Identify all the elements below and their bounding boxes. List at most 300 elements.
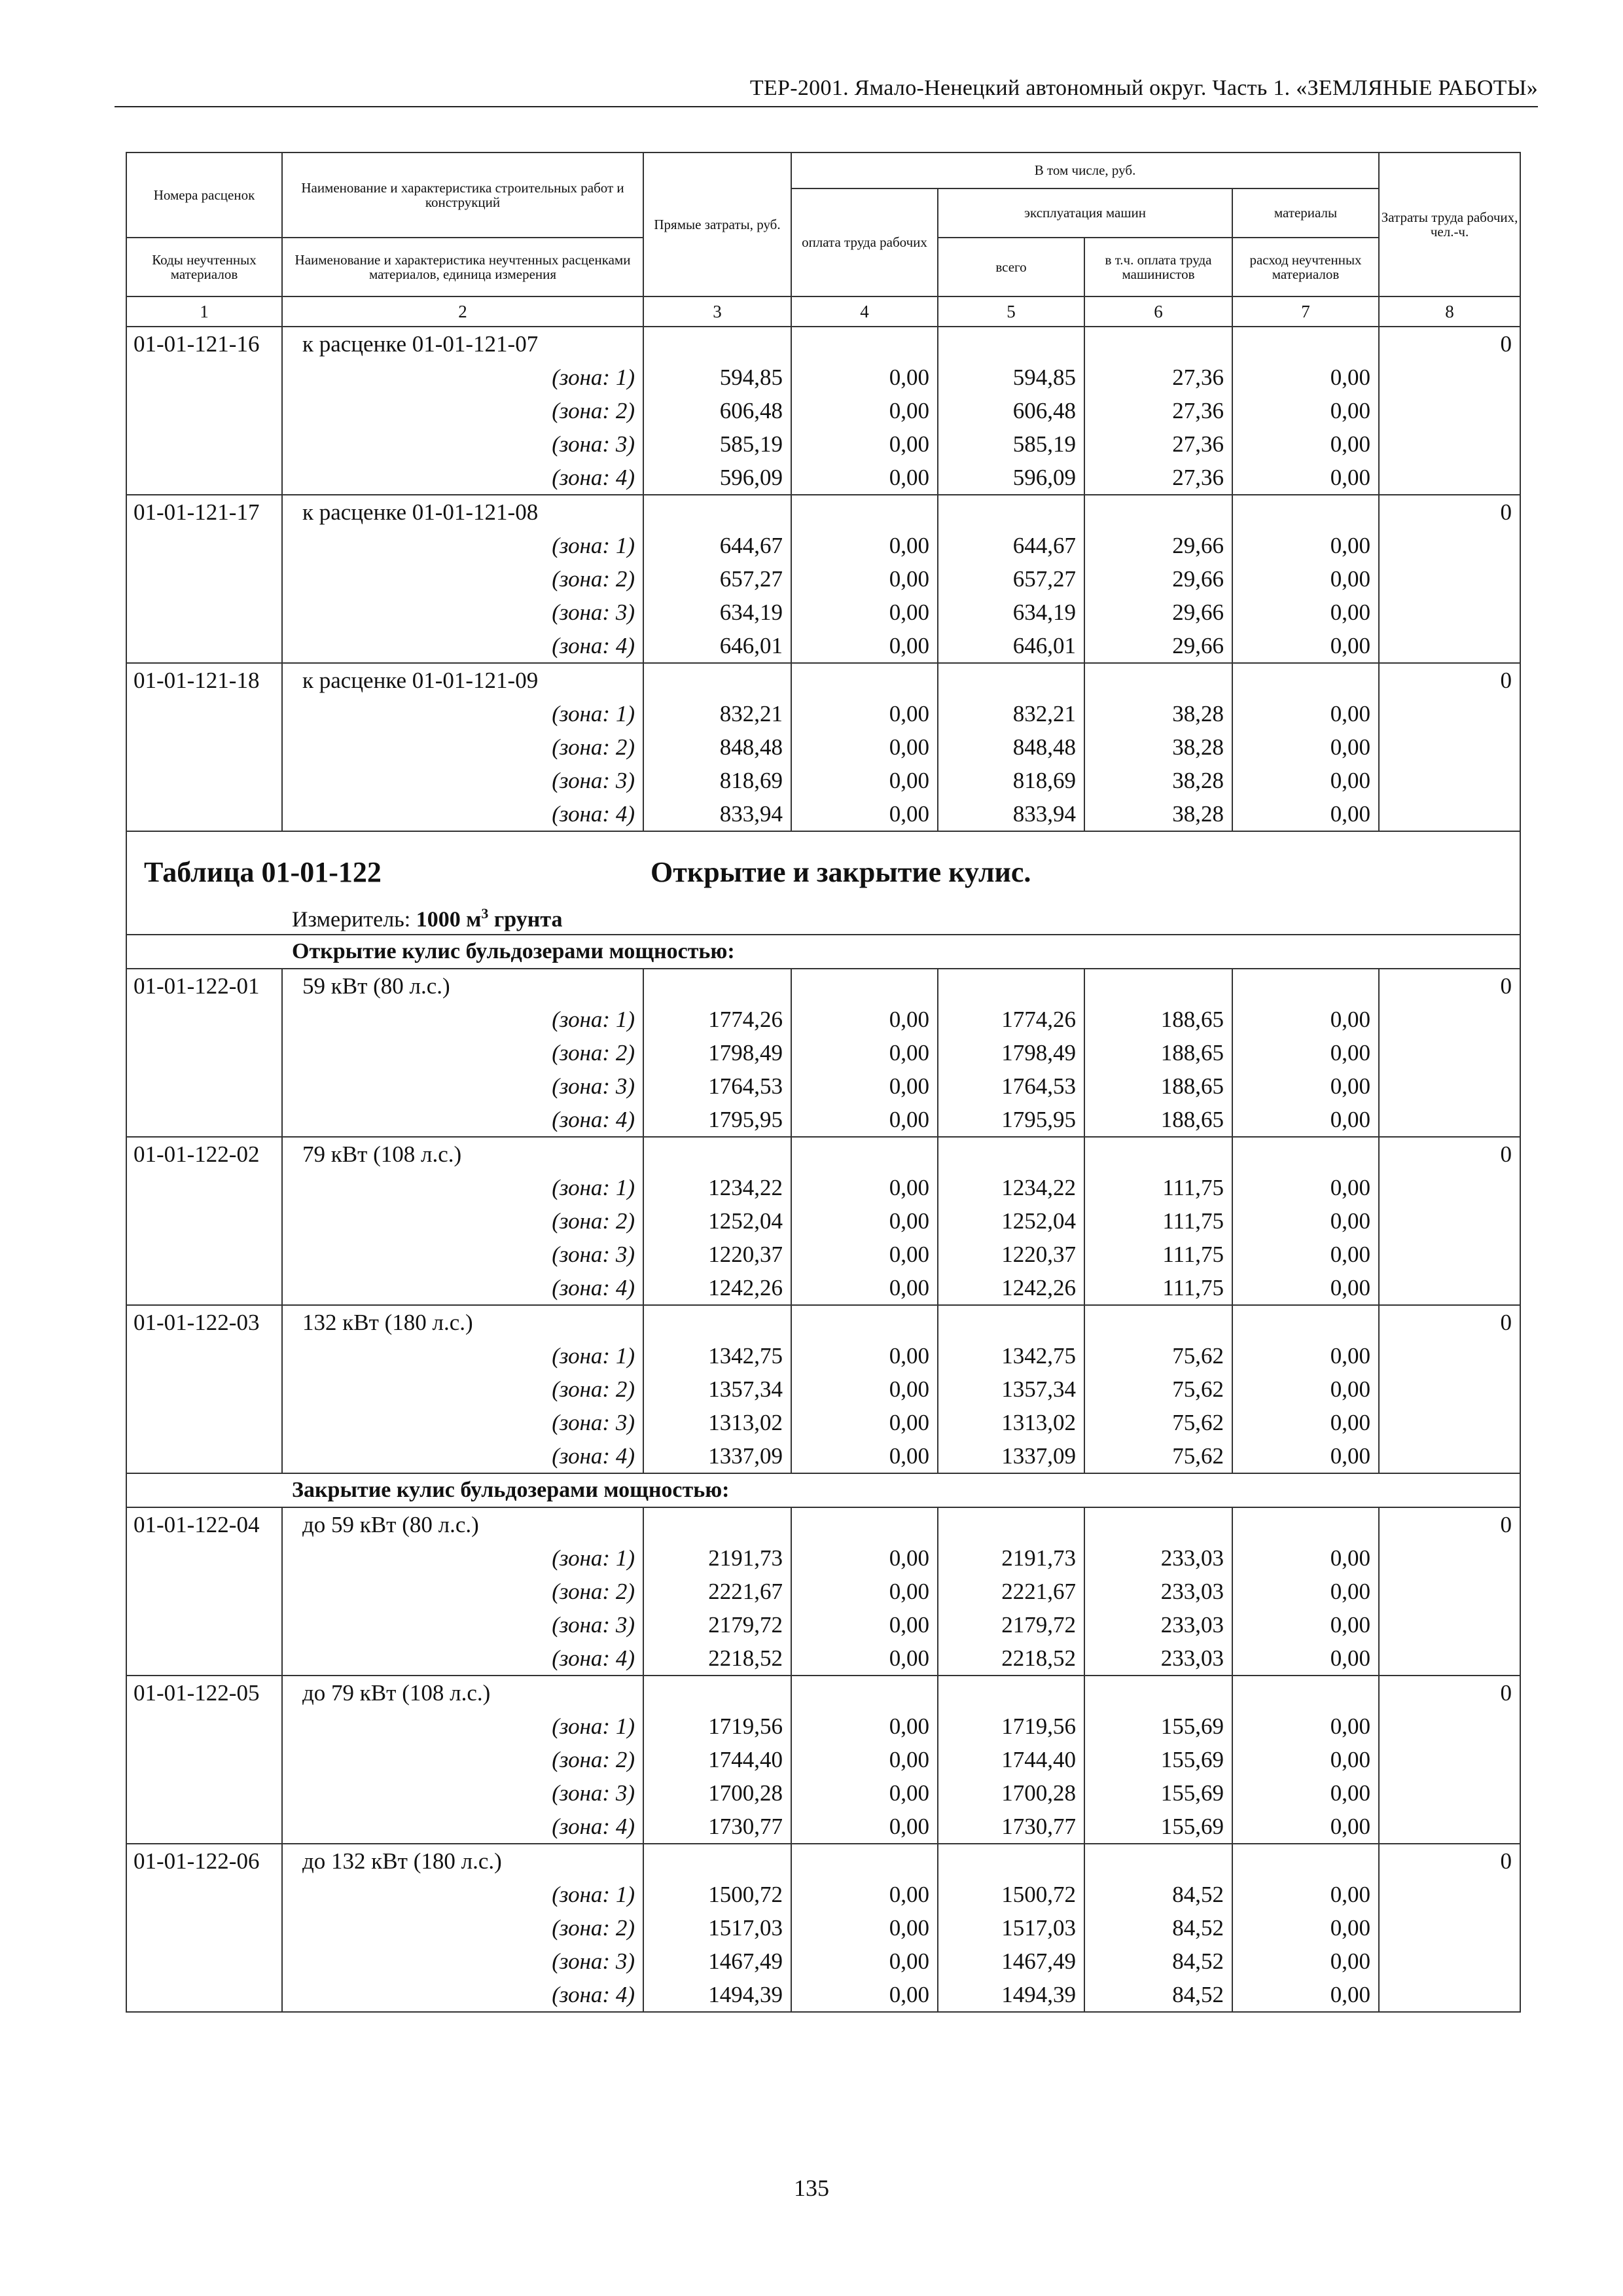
- worker-wages: 0,00: [791, 1608, 938, 1641]
- empty-cell: [1232, 1137, 1379, 1171]
- materials-cost: 0,00: [1232, 1810, 1379, 1844]
- direct-cost: 1252,04: [643, 1204, 791, 1238]
- machinist-wages: 75,62: [1084, 1439, 1232, 1473]
- empty-cell: [1232, 1844, 1379, 1878]
- empty-cell: [1232, 1305, 1379, 1339]
- machine-total: 2179,72: [938, 1608, 1084, 1641]
- col3-header: Прямые затраты, руб.: [643, 152, 791, 296]
- direct-cost: 1730,77: [643, 1810, 791, 1844]
- empty-cell: [1379, 1339, 1520, 1372]
- empty-cell: [1379, 1171, 1520, 1204]
- empty-cell: [643, 1676, 791, 1710]
- measure-unit: грунта: [493, 907, 563, 932]
- rate-name: до 132 кВт (180 л.с.): [282, 1844, 643, 1878]
- section-open-heading: Открытие кулис бульдозерами мощностью:: [292, 939, 735, 963]
- materials-cost: 0,00: [1232, 1238, 1379, 1271]
- rate-group-header: [126, 495, 1520, 529]
- worker-wages: 0,00: [791, 797, 938, 831]
- zone-row: [126, 1238, 1520, 1271]
- empty-cell: [938, 1844, 1084, 1878]
- machine-total: 832,21: [938, 697, 1084, 730]
- empty-cell: [126, 596, 282, 629]
- empty-cell: [126, 1575, 282, 1608]
- worker-wages: 0,00: [791, 1743, 938, 1776]
- empty-cell: [1379, 1372, 1520, 1406]
- machinist-wages: 111,75: [1084, 1238, 1232, 1271]
- zone-row: [126, 1743, 1520, 1776]
- empty-cell: [1379, 1710, 1520, 1743]
- zone-row: [126, 1171, 1520, 1204]
- empty-cell: [1084, 1676, 1232, 1710]
- column-number: 2: [282, 296, 643, 327]
- zone-label: (зона: 4): [282, 1641, 643, 1676]
- table-122-heading: [126, 831, 1520, 969]
- materials-cost: 0,00: [1232, 529, 1379, 562]
- zone-row: [126, 1978, 1520, 2012]
- labor-cost: 0: [1379, 1305, 1520, 1339]
- zone-row: [126, 562, 1520, 596]
- column-number: 4: [791, 296, 938, 327]
- zone-label: (зона: 1): [282, 1541, 643, 1575]
- column-number-row: [126, 296, 1520, 327]
- empty-cell: [1379, 1810, 1520, 1844]
- worker-wages: 0,00: [791, 427, 938, 461]
- empty-cell: [126, 1641, 282, 1676]
- machinist-wages: 84,52: [1084, 1945, 1232, 1978]
- empty-cell: [1232, 969, 1379, 1003]
- empty-cell: [126, 1439, 282, 1473]
- direct-cost: 1494,39: [643, 1978, 791, 2012]
- empty-cell: [1379, 1978, 1520, 2012]
- empty-cell: [791, 1305, 938, 1339]
- worker-wages: 0,00: [791, 730, 938, 764]
- empty-cell: [126, 1978, 282, 2012]
- rate-code: 01-01-121-18: [126, 663, 282, 697]
- machine-total: 1700,28: [938, 1776, 1084, 1810]
- col5-header: всего: [938, 238, 1084, 296]
- machine-total: 596,09: [938, 461, 1084, 495]
- machine-total: 1764,53: [938, 1069, 1084, 1103]
- rate-name: к расценке 01-01-121-09: [282, 663, 643, 697]
- rate-name: 79 кВт (108 л.с.): [282, 1137, 643, 1171]
- measure-line: [127, 905, 1520, 932]
- empty-cell: [1084, 1305, 1232, 1339]
- empty-cell: [126, 1945, 282, 1978]
- materials-cost: 0,00: [1232, 1710, 1379, 1743]
- machinist-wages: 38,28: [1084, 764, 1232, 797]
- column-number: 7: [1232, 296, 1379, 327]
- worker-wages: 0,00: [791, 629, 938, 663]
- direct-cost: 818,69: [643, 764, 791, 797]
- worker-wages: 0,00: [791, 1003, 938, 1036]
- column-number: 5: [938, 296, 1084, 327]
- empty-cell: [126, 1036, 282, 1069]
- machine-total: 1500,72: [938, 1878, 1084, 1911]
- machine-total: 2221,67: [938, 1575, 1084, 1608]
- empty-cell: [126, 1776, 282, 1810]
- labor-cost: 0: [1379, 663, 1520, 697]
- machine-total: 594,85: [938, 361, 1084, 394]
- worker-wages: 0,00: [791, 529, 938, 562]
- direct-cost: 657,27: [643, 562, 791, 596]
- zone-label: (зона: 3): [282, 427, 643, 461]
- empty-cell: [1232, 495, 1379, 529]
- zone-row: [126, 394, 1520, 427]
- empty-cell: [1379, 562, 1520, 596]
- zone-label: (зона: 3): [282, 1069, 643, 1103]
- machinist-wages: 155,69: [1084, 1810, 1232, 1844]
- empty-cell: [1379, 394, 1520, 427]
- machine-total: 644,67: [938, 529, 1084, 562]
- zone-row: [126, 461, 1520, 495]
- worker-wages: 0,00: [791, 1271, 938, 1305]
- worker-wages: 0,00: [791, 1641, 938, 1676]
- empty-cell: [643, 495, 791, 529]
- rate-name: 59 кВт (80 л.с.): [282, 969, 643, 1003]
- empty-cell: [643, 327, 791, 361]
- materials-cost: 0,00: [1232, 1575, 1379, 1608]
- machinist-wages: 111,75: [1084, 1204, 1232, 1238]
- zone-label: (зона: 2): [282, 1372, 643, 1406]
- machinist-wages: 38,28: [1084, 797, 1232, 831]
- direct-cost: 1795,95: [643, 1103, 791, 1137]
- machinist-wages: 27,36: [1084, 394, 1232, 427]
- column-number: 8: [1379, 296, 1520, 327]
- materials-cost: 0,00: [1232, 1439, 1379, 1473]
- worker-wages: 0,00: [791, 1171, 938, 1204]
- rate-name: к расценке 01-01-121-07: [282, 327, 643, 361]
- materials-cost: 0,00: [1232, 1003, 1379, 1036]
- worker-wages: 0,00: [791, 1204, 938, 1238]
- machinist-wages: 29,66: [1084, 529, 1232, 562]
- zone-label: (зона: 3): [282, 1608, 643, 1641]
- empty-cell: [126, 1003, 282, 1036]
- empty-cell: [1232, 1676, 1379, 1710]
- col1-header-top: Номера расценок: [126, 152, 282, 238]
- empty-cell: [1084, 1137, 1232, 1171]
- empty-cell: [791, 1844, 938, 1878]
- worker-wages: 0,00: [791, 1339, 938, 1372]
- empty-cell: [1379, 596, 1520, 629]
- empty-cell: [1379, 461, 1520, 495]
- worker-wages: 0,00: [791, 1911, 938, 1945]
- materials-cost: 0,00: [1232, 1103, 1379, 1137]
- machinist-wages: 155,69: [1084, 1710, 1232, 1743]
- empty-cell: [1379, 797, 1520, 831]
- zone-label: (зона: 3): [282, 764, 643, 797]
- empty-cell: [126, 1406, 282, 1439]
- zone-label: (зона: 1): [282, 1710, 643, 1743]
- empty-cell: [1084, 969, 1232, 1003]
- machinist-wages: 111,75: [1084, 1271, 1232, 1305]
- zone-label: (зона: 1): [282, 697, 643, 730]
- empty-cell: [938, 1137, 1084, 1171]
- worker-wages: 0,00: [791, 1710, 938, 1743]
- empty-cell: [791, 327, 938, 361]
- zone-label: (зона: 3): [282, 1238, 643, 1271]
- machinist-wages: 38,28: [1084, 730, 1232, 764]
- machinist-wages: 27,36: [1084, 427, 1232, 461]
- machine-total: 1730,77: [938, 1810, 1084, 1844]
- zone-label: (зона: 1): [282, 1003, 643, 1036]
- machine-total: 1337,09: [938, 1439, 1084, 1473]
- labor-cost: 0: [1379, 1507, 1520, 1541]
- materials-cost: 0,00: [1232, 461, 1379, 495]
- machinist-wages: 29,66: [1084, 562, 1232, 596]
- zone-row: [126, 1003, 1520, 1036]
- zone-label: (зона: 2): [282, 1204, 643, 1238]
- rate-group-header: [126, 1137, 1520, 1171]
- machinist-wages: 75,62: [1084, 1406, 1232, 1439]
- machinist-wages: 233,03: [1084, 1641, 1232, 1676]
- zone-row: [126, 1439, 1520, 1473]
- empty-cell: [1379, 1608, 1520, 1641]
- empty-cell: [126, 629, 282, 663]
- empty-cell: [126, 427, 282, 461]
- rate-group-header: [126, 663, 1520, 697]
- empty-cell: [791, 663, 938, 697]
- empty-cell: [126, 1608, 282, 1641]
- machinist-wages: 188,65: [1084, 1003, 1232, 1036]
- zone-label: (зона: 4): [282, 1810, 643, 1844]
- zone-row: [126, 1945, 1520, 1978]
- direct-cost: 594,85: [643, 361, 791, 394]
- zone-label: (зона: 3): [282, 1406, 643, 1439]
- empty-cell: [126, 1069, 282, 1103]
- worker-wages: 0,00: [791, 1372, 938, 1406]
- materials-cost: 0,00: [1232, 562, 1379, 596]
- worker-wages: 0,00: [791, 1439, 938, 1473]
- empty-cell: [126, 1103, 282, 1137]
- machinist-wages: 29,66: [1084, 629, 1232, 663]
- worker-wages: 0,00: [791, 596, 938, 629]
- zone-label: (зона: 3): [282, 1776, 643, 1810]
- worker-wages: 0,00: [791, 562, 938, 596]
- measure-value: 1000 м: [416, 907, 482, 932]
- empty-cell: [1084, 327, 1232, 361]
- empty-cell: [938, 1676, 1084, 1710]
- rate-code: 01-01-122-05: [126, 1676, 282, 1710]
- rate-name: до 79 кВт (108 л.с.): [282, 1676, 643, 1710]
- direct-cost: 1744,40: [643, 1743, 791, 1776]
- rate-group-header: [126, 1507, 1520, 1541]
- worker-wages: 0,00: [791, 1878, 938, 1911]
- direct-cost: 1764,53: [643, 1069, 791, 1103]
- direct-cost: 1313,02: [643, 1406, 791, 1439]
- empty-cell: [126, 394, 282, 427]
- zone-row: [126, 1372, 1520, 1406]
- empty-cell: [791, 969, 938, 1003]
- worker-wages: 0,00: [791, 1238, 938, 1271]
- materials-header: материалы: [1232, 188, 1379, 238]
- empty-cell: [1379, 529, 1520, 562]
- empty-cell: [1379, 1103, 1520, 1137]
- rate-group-header: [126, 1305, 1520, 1339]
- direct-cost: 2191,73: [643, 1541, 791, 1575]
- machinist-wages: 155,69: [1084, 1776, 1232, 1810]
- empty-cell: [1379, 1003, 1520, 1036]
- machinist-wages: 84,52: [1084, 1911, 1232, 1945]
- worker-wages: 0,00: [791, 1575, 938, 1608]
- empty-cell: [1379, 1575, 1520, 1608]
- materials-cost: 0,00: [1232, 394, 1379, 427]
- empty-cell: [126, 764, 282, 797]
- empty-cell: [1379, 764, 1520, 797]
- direct-cost: 1337,09: [643, 1439, 791, 1473]
- rate-group-header: [126, 1676, 1520, 1710]
- worker-wages: 0,00: [791, 461, 938, 495]
- machinist-wages: 155,69: [1084, 1743, 1232, 1776]
- materials-cost: 0,00: [1232, 1204, 1379, 1238]
- empty-cell: [643, 1507, 791, 1541]
- worker-wages: 0,00: [791, 1776, 938, 1810]
- zone-row: [126, 1541, 1520, 1575]
- page-number: 135: [794, 2175, 829, 2201]
- empty-cell: [126, 1339, 282, 1372]
- worker-wages: 0,00: [791, 1541, 938, 1575]
- machine-total: 1719,56: [938, 1710, 1084, 1743]
- zone-label: (зона: 3): [282, 1945, 643, 1978]
- groups-open: [126, 969, 1520, 1473]
- materials-cost: 0,00: [1232, 361, 1379, 394]
- machine-total: 2191,73: [938, 1541, 1084, 1575]
- empty-cell: [1084, 1507, 1232, 1541]
- empty-cell: [1379, 1776, 1520, 1810]
- labor-cost: 0: [1379, 495, 1520, 529]
- labor-cost: 0: [1379, 969, 1520, 1003]
- machine-total: 1313,02: [938, 1406, 1084, 1439]
- materials-cost: 0,00: [1232, 1036, 1379, 1069]
- empty-cell: [126, 1271, 282, 1305]
- direct-cost: 2179,72: [643, 1608, 791, 1641]
- measure-label: Измеритель:: [292, 907, 411, 932]
- empty-cell: [126, 697, 282, 730]
- zone-row: [126, 1204, 1520, 1238]
- in-total-header: В том числе, руб.: [791, 152, 1379, 188]
- zone-row: [126, 1406, 1520, 1439]
- machine-total: 1517,03: [938, 1911, 1084, 1945]
- machinist-wages: 29,66: [1084, 596, 1232, 629]
- rate-group-header: [126, 969, 1520, 1003]
- direct-cost: 606,48: [643, 394, 791, 427]
- zone-label: (зона: 1): [282, 529, 643, 562]
- machine-total: 1342,75: [938, 1339, 1084, 1372]
- direct-cost: 634,19: [643, 596, 791, 629]
- column-number: 6: [1084, 296, 1232, 327]
- empty-cell: [1379, 1406, 1520, 1439]
- zone-row: [126, 697, 1520, 730]
- rate-name: 132 кВт (180 л.с.): [282, 1305, 643, 1339]
- empty-cell: [126, 1171, 282, 1204]
- direct-cost: 833,94: [643, 797, 791, 831]
- zone-row: [126, 730, 1520, 764]
- worker-wages: 0,00: [791, 697, 938, 730]
- zone-row: [126, 1608, 1520, 1641]
- rate-group-header: [126, 1844, 1520, 1878]
- rate-group-header: [126, 327, 1520, 361]
- machines-header: эксплуатация машин: [938, 188, 1232, 238]
- direct-cost: 585,19: [643, 427, 791, 461]
- direct-cost: 2221,67: [643, 1575, 791, 1608]
- zone-row: [126, 1878, 1520, 1911]
- empty-cell: [1232, 327, 1379, 361]
- empty-cell: [1379, 1541, 1520, 1575]
- materials-cost: 0,00: [1232, 1641, 1379, 1676]
- col8-header: Затраты труда рабочих, чел.-ч.: [1379, 152, 1520, 296]
- empty-cell: [643, 663, 791, 697]
- labor-cost: 0: [1379, 1137, 1520, 1171]
- zone-label: (зона: 2): [282, 730, 643, 764]
- machine-total: 1798,49: [938, 1036, 1084, 1069]
- empty-cell: [126, 1372, 282, 1406]
- worker-wages: 0,00: [791, 1978, 938, 2012]
- materials-cost: 0,00: [1232, 1069, 1379, 1103]
- direct-cost: 1242,26: [643, 1271, 791, 1305]
- zone-row: [126, 1271, 1520, 1305]
- empty-cell: [1379, 1271, 1520, 1305]
- materials-cost: 0,00: [1232, 1608, 1379, 1641]
- direct-cost: 1342,75: [643, 1339, 791, 1372]
- rate-name: к расценке 01-01-121-08: [282, 495, 643, 529]
- col2-header-bottom: Наименование и характеристика неучтенных расценками материалов, единица измерения: [282, 238, 643, 296]
- rate-name: до 59 кВт (80 л.с.): [282, 1507, 643, 1541]
- measure-exponent: 3: [481, 905, 489, 922]
- materials-cost: 0,00: [1232, 1171, 1379, 1204]
- machinist-wages: 84,52: [1084, 1878, 1232, 1911]
- machine-total: 646,01: [938, 629, 1084, 663]
- direct-cost: 1517,03: [643, 1911, 791, 1945]
- direct-cost: 848,48: [643, 730, 791, 764]
- materials-cost: 0,00: [1232, 1372, 1379, 1406]
- empty-cell: [126, 1204, 282, 1238]
- empty-cell: [126, 1541, 282, 1575]
- zone-label: (зона: 4): [282, 1439, 643, 1473]
- column-number: 1: [126, 296, 282, 327]
- empty-cell: [1379, 1743, 1520, 1776]
- zone-row: [126, 1575, 1520, 1608]
- empty-cell: [938, 1507, 1084, 1541]
- zone-label: (зона: 1): [282, 1171, 643, 1204]
- worker-wages: 0,00: [791, 1103, 938, 1137]
- zone-row: [126, 1776, 1520, 1810]
- direct-cost: 644,67: [643, 529, 791, 562]
- labor-cost: 0: [1379, 1676, 1520, 1710]
- materials-cost: 0,00: [1232, 1776, 1379, 1810]
- empty-cell: [791, 1137, 938, 1171]
- labor-cost: 0: [1379, 1844, 1520, 1878]
- table-number: Таблица 01-01-122: [144, 856, 382, 888]
- col7-header: расход неучтенных материалов: [1232, 238, 1379, 296]
- materials-cost: 0,00: [1232, 1878, 1379, 1911]
- direct-cost: 1700,28: [643, 1776, 791, 1810]
- worker-wages: 0,00: [791, 394, 938, 427]
- zone-row: [126, 361, 1520, 394]
- machinist-wages: 233,03: [1084, 1541, 1232, 1575]
- direct-cost: 1220,37: [643, 1238, 791, 1271]
- rate-code: 01-01-121-16: [126, 327, 282, 361]
- zone-label: (зона: 4): [282, 1271, 643, 1305]
- direct-cost: 2218,52: [643, 1641, 791, 1676]
- materials-cost: 0,00: [1232, 697, 1379, 730]
- machine-total: 1467,49: [938, 1945, 1084, 1978]
- machine-total: 1494,39: [938, 1978, 1084, 2012]
- table-title: Открытие и закрытие кулис.: [651, 856, 1031, 888]
- materials-cost: 0,00: [1232, 764, 1379, 797]
- empty-cell: [938, 969, 1084, 1003]
- empty-cell: [126, 461, 282, 495]
- materials-cost: 0,00: [1232, 629, 1379, 663]
- empty-cell: [791, 495, 938, 529]
